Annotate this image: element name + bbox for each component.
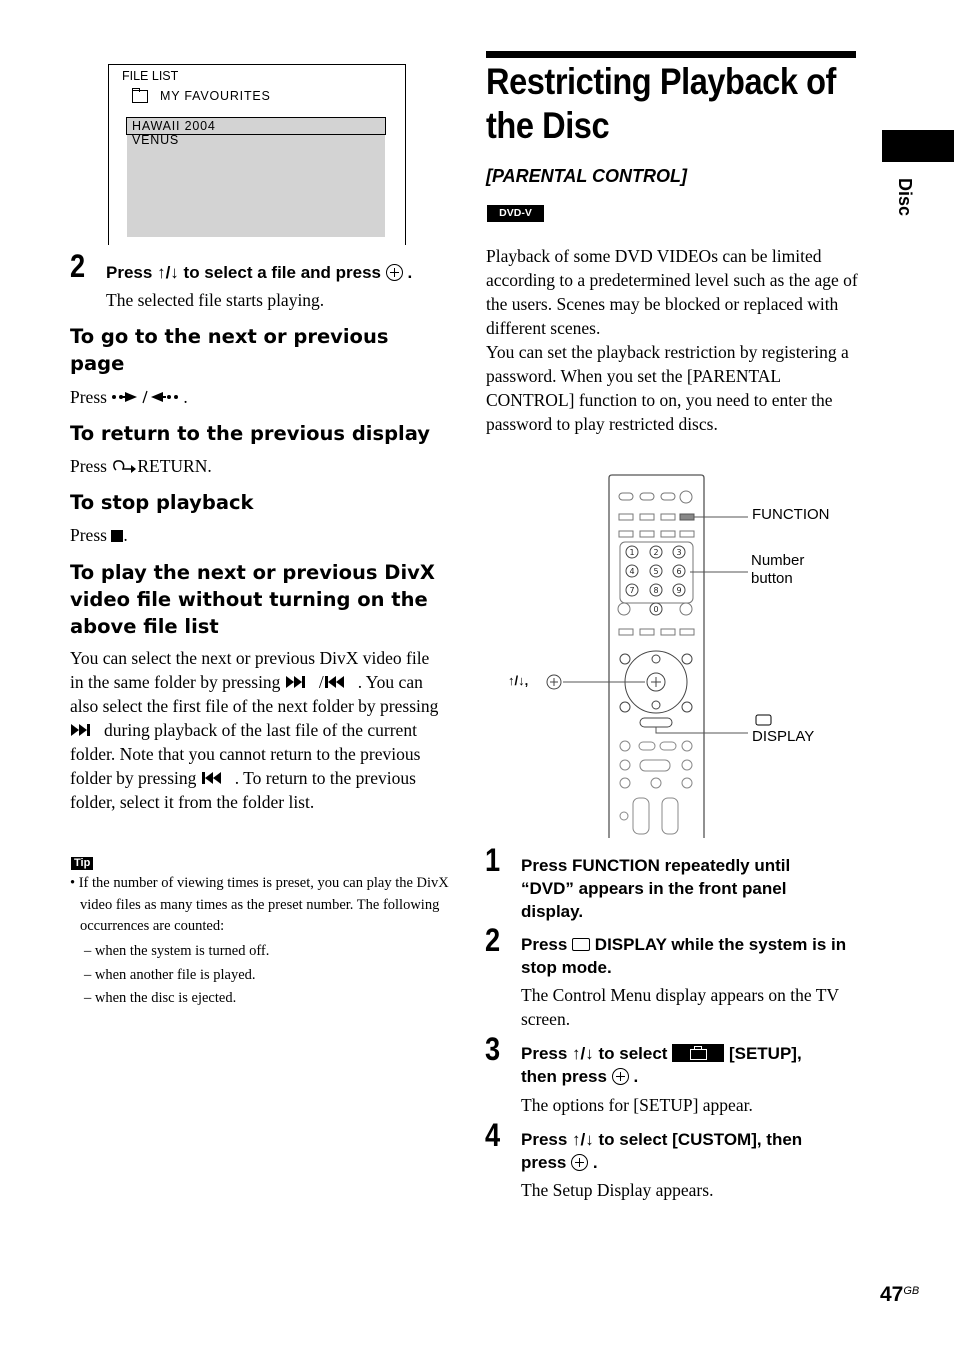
step3-instruction: Press ↑/↓ to select [SETUP], then press . <box>521 1044 802 1086</box>
setup-toolbox-icon <box>672 1044 724 1062</box>
svg-text:6: 6 <box>676 567 682 576</box>
return-text: Press RETURN. <box>70 456 212 476</box>
svg-text:8: 8 <box>653 586 659 595</box>
folder-name: MY FAVOURITES <box>160 89 271 103</box>
intro-paragraph: Playback of some DVD VIDEOs can be limited according to a predetermined level such as the age of the users. Scenes may be blocked or replaced with different scenes. <box>486 246 858 338</box>
side-tab-label: Disc <box>895 178 915 217</box>
label-display: DISPLAY <box>752 728 815 745</box>
step4-instruction: Press ↑/↓ to select [CUSTOM], then press . <box>521 1130 803 1172</box>
step4-result: The Setup Display appears. <box>521 1180 714 1200</box>
dvd-v-badge: DVD-V <box>487 205 544 222</box>
page-title: Restricting Playback of the Disc <box>486 61 836 146</box>
step2-instruction: Press DISPLAY while the system is in stop mode. <box>521 935 847 977</box>
remote-illustration <box>490 472 850 844</box>
svg-text:1: 1 <box>629 548 635 557</box>
return-icon <box>111 458 137 474</box>
svg-text:3: 3 <box>676 548 682 557</box>
svg-text:0: 0 <box>653 605 659 614</box>
svg-text:4: 4 <box>629 567 635 576</box>
next-page-text: Press . <box>70 387 188 407</box>
heading-stop: To stop playback <box>70 491 254 514</box>
label-arrows: ↑/↓, <box>508 673 529 688</box>
next-prev-arrows-icon <box>111 390 183 404</box>
previous-icon <box>324 675 358 689</box>
tip-items <box>84 940 269 1011</box>
heading-next-page: To go to the next or previous page <box>70 325 389 375</box>
display-icon <box>572 938 590 951</box>
file-item-1: HAWAII 2004 <box>132 119 216 133</box>
svg-text:2: 2 <box>653 548 659 557</box>
step-number: 1 <box>485 842 501 878</box>
page-number: $47^{GB}$ <box>880 1283 920 1306</box>
label-number-button: Number button <box>751 552 805 587</box>
file-item-2: VENUS <box>132 133 180 147</box>
step-number: 4 <box>485 1117 501 1153</box>
svg-text:5: 5 <box>653 567 659 576</box>
divx-paragraph: You can select the next or previous DivX video file in the same folder by pressing / . You can also select the first file of the next folder by pressing during playback of the last file of the current folder. Note that you cannot return to the previous folder by pressing . To return to the previous folder, select it from the folder list. <box>70 648 439 812</box>
enter-icon <box>386 264 403 281</box>
step2-result: The Control Menu display appears on the TV screen. <box>521 985 839 1029</box>
step-number: 2 <box>485 922 501 958</box>
previous-icon <box>201 771 235 785</box>
heading-return: To return to the previous display <box>70 422 430 445</box>
step2-instruction: Press ↑/↓ to select a file and press . <box>106 263 413 282</box>
tip-badge: Tip <box>71 857 93 870</box>
step1-instruction: Press FUNCTION repeatedly until “DVD” appears in the front panel display. <box>521 856 791 921</box>
tip-item: – when the system is turned off. <box>84 943 270 959</box>
step2-result: The selected file starts playing. <box>106 290 325 310</box>
enter-icon <box>612 1068 629 1085</box>
step3-result: The options for [SETUP] appear. <box>521 1095 753 1115</box>
tip-item: – when another file is played. <box>84 966 256 983</box>
tip-bullet: • If the number of viewing times is preset, you can play the DivX video files as many times as the preset number. The following occurrences are counted: <box>70 875 449 934</box>
title-rule <box>486 51 856 58</box>
stop-icon <box>111 530 123 542</box>
stop-text: Press . <box>70 525 128 545</box>
tip-item: – when the disc is ejected. <box>84 990 237 1006</box>
subtitle: [PARENTAL CONTROL] <box>486 166 687 186</box>
next-icon <box>70 723 104 737</box>
svg-text:9: 9 <box>676 586 682 595</box>
file-list-header: FILE LIST <box>122 69 179 83</box>
next-icon <box>285 675 319 689</box>
side-tab-bar <box>882 130 954 162</box>
svg-text:7: 7 <box>629 586 635 595</box>
label-function: FUNCTION <box>752 506 830 523</box>
intro-paragraph-2: You can set the playback restriction by registering a password. When you set the [PARENTAL CONTROL] function to on, you need to enter the password to play restricted discs. <box>486 342 849 434</box>
step-number: 3 <box>485 1031 501 1067</box>
step-number: 2 <box>70 248 86 284</box>
enter-icon <box>571 1154 588 1171</box>
heading-divx: To play the next or previous DivX video file without turning on the above file list <box>70 561 435 638</box>
